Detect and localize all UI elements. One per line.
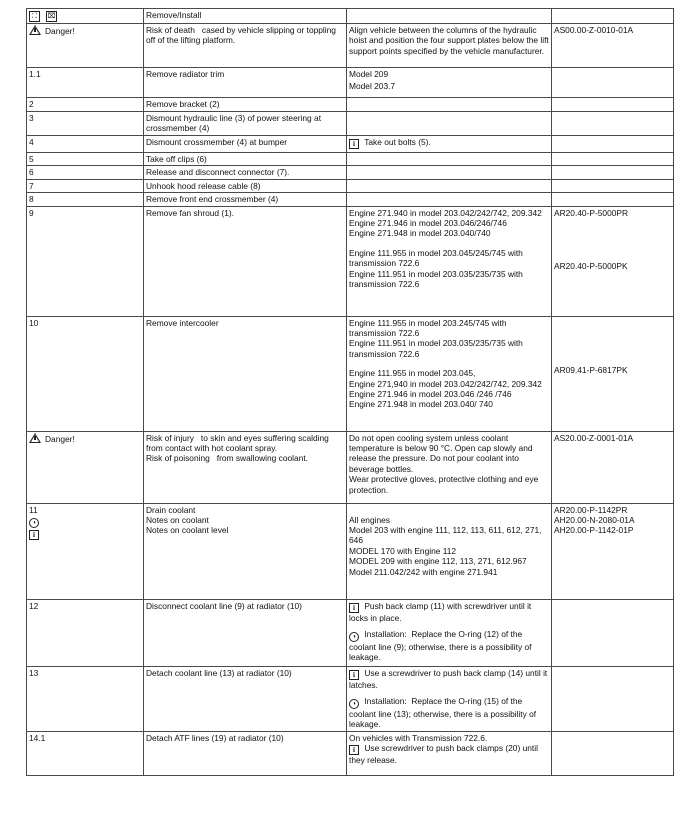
step-note: Engine 111.955 in model 203.245/745 with transmission 722.6	[349, 317, 507, 339]
notes-icon: ◑	[349, 699, 359, 709]
info-icon: i	[29, 530, 39, 540]
table-row-danger	[27, 431, 674, 503]
step-task: Remove intercooler	[144, 316, 347, 431]
step-note: Use screwdriver to push back clamps (20) until they release.	[349, 743, 538, 766]
notes-icon: ◑	[349, 632, 359, 642]
step-number: 14.1	[27, 731, 144, 775]
table-row	[27, 503, 674, 599]
step-task: Dismount crossmember (4) at bumper	[144, 136, 347, 153]
step-task: Take off clips (6)	[144, 153, 347, 166]
step-note: Model 203.7	[349, 81, 396, 92]
table-row-header	[27, 9, 674, 24]
step-task: Drain coolant	[146, 504, 196, 515]
lift-icon: ⌧	[47, 13, 56, 20]
step-task: Release and disconnect connector (7).	[144, 166, 347, 179]
procedure-table	[26, 8, 674, 776]
risk-heading: Risk of poisoning	[146, 453, 210, 464]
step-number: 11	[29, 504, 38, 515]
table-row	[27, 316, 674, 431]
danger-instruction: Do not open cooling system unless coolant temperature is below 90 °C. Open cap slowly and release the pressure. Do not pour coolant into beverage bottles.	[349, 432, 533, 474]
step-note: Engine 271.940 in model 203.042/242/742, 209.342	[349, 207, 542, 218]
step-task: Remove bracket (2)	[144, 98, 347, 112]
step-number: 12	[27, 599, 144, 666]
table-row	[27, 206, 674, 316]
step-number: 1.1	[27, 68, 144, 98]
table-row-danger	[27, 24, 674, 68]
step-number: 10	[27, 316, 144, 431]
step-note: Replace the O-ring (15) of the coolant line (13); otherwise, there is a possibility of leakage.	[349, 696, 537, 730]
danger-reference[interactable]: AS20.00-Z-0001-01A	[552, 431, 674, 503]
step-note: Engine 111.951 in model 203.035/235/735 with transmission 722.6	[349, 268, 523, 290]
step-task: Remove fan shroud (1).	[144, 206, 347, 316]
table-row	[27, 136, 674, 153]
installation-label: Installation:	[364, 696, 407, 707]
table-row	[27, 112, 674, 136]
step-note: Engine 111.955 in model 203.045/245/745 with transmission 722.6	[349, 247, 523, 269]
step-note: Model 203 with engine 111, 112, 113, 611, 612, 271, 646	[349, 525, 542, 546]
step-number: 8	[27, 193, 144, 206]
step-note: Model 211.042/242 with engine 271.941	[349, 566, 498, 577]
step-task: Detach coolant line (13) at radiator (10)	[144, 666, 347, 731]
risk-text: from swallowing coolant.	[216, 453, 308, 464]
step-note: Engine 111.951 in model 203.035/235/735 with transmission 722.6	[349, 338, 523, 359]
reference-link[interactable]: AR09.41-P-6817PK	[554, 364, 628, 375]
table-row	[27, 68, 674, 98]
danger-label: Danger!	[45, 26, 75, 36]
step-note: Push back clamp (11) with screwdriver until it locks in place.	[349, 600, 532, 623]
step-note: Engine 271.946 in model 203.046 /246 /746	[349, 389, 512, 400]
header-icons-cell	[27, 9, 144, 24]
table-row	[27, 666, 674, 731]
step-number: 6	[27, 166, 144, 179]
step-note: Take out bolts (5).	[364, 137, 431, 147]
step-task: Detach ATF lines (19) at radiator (10)	[144, 731, 347, 775]
step-number: 7	[27, 179, 144, 192]
danger-reference[interactable]: AS00.00-Z-0010-01A	[552, 24, 674, 68]
info-icon: i	[349, 603, 359, 613]
reference-link[interactable]: AH20.00-P-1142-01P	[554, 525, 634, 536]
step-note: Engine 271.946 in model 203.046/246/746	[349, 218, 507, 229]
step-task: Notes on coolant level	[146, 525, 229, 536]
step-number: 5	[27, 153, 144, 166]
step-note: MODEL 209 with engine 112, 113, 271, 612.967	[349, 556, 527, 567]
step-note: Engine 271.948 in model 203.040/740	[349, 228, 491, 239]
step-number: 13	[27, 666, 144, 731]
warning-triangle-icon	[29, 25, 41, 35]
reference-link[interactable]: AR20.00-P-1142PR	[554, 504, 628, 515]
reference-link[interactable]: AR20.40-P-5000PK	[554, 261, 628, 272]
step-task: Remove radiator trim	[144, 68, 347, 98]
step-note: Engine 271.948 in model 203.040/ 740	[349, 399, 493, 410]
step-number: 2	[27, 98, 144, 112]
info-icon: i	[349, 139, 359, 149]
table-row	[27, 153, 674, 166]
info-icon: i	[349, 670, 359, 680]
table-row	[27, 599, 674, 666]
step-note: Engine 271,940 in model 203.042/242/742, 209.342	[349, 378, 542, 389]
table-row	[27, 179, 674, 192]
danger-instruction: Wear protective gloves, protective clothing and eye protection.	[349, 474, 539, 495]
step-task: Disconnect coolant line (9) at radiator (10)	[144, 599, 347, 666]
step-task: Notes on coolant	[146, 515, 209, 526]
step-task: Dismount hydraulic line (3) of power steering at crossmember (4)	[144, 112, 347, 136]
step-number: 3	[27, 112, 144, 136]
step-note: Replace the O-ring (12) of the coolant line (9); otherwise, there is a possibility of leakage.	[349, 629, 532, 663]
step-task: Unhook hood release cable (8)	[144, 179, 347, 192]
notes-icon: ◑	[29, 518, 39, 528]
step-note: Model 209	[349, 69, 389, 79]
risk-text: cased by vehicle slipping or toppling off of the lifting platform.	[146, 25, 336, 46]
risk-text: to skin and eyes suffering scalding from contact with hot coolant spray.	[146, 432, 329, 454]
step-number: 4	[27, 136, 144, 153]
table-row	[27, 193, 674, 206]
table-row	[27, 98, 674, 112]
warning-triangle-icon	[29, 433, 41, 443]
table-row	[27, 731, 674, 775]
installation-label: Installation:	[364, 629, 407, 640]
step-note: All engines	[349, 514, 390, 525]
table-row	[27, 166, 674, 179]
step-note: MODEL 170 with Engine 112	[349, 545, 457, 556]
step-note: Engine 111.955 in model 203.045,	[349, 368, 476, 379]
step-note: Use a screwdriver to push back clamp (14) until it latches.	[349, 667, 548, 690]
danger-instruction: Align vehicle between the columns of the hydraulic hoist and position the four support plates below the lift support points specified by the vehicle manufacturer.	[347, 24, 552, 68]
reference-link[interactable]: AR20.40-P-5000PR	[554, 207, 629, 218]
vehicle-icon: ⛶	[29, 11, 40, 22]
procedure-document	[26, 8, 673, 776]
step-number: 9	[27, 206, 144, 316]
step-task: Remove front end crossmember (4)	[144, 193, 347, 206]
step-note: On vehicles with Transmission 722.6.	[349, 732, 488, 743]
reference-link[interactable]: AH20.00-N-2080-01A	[554, 515, 635, 526]
header-title: Remove/Install	[144, 9, 347, 24]
risk-heading: Risk of injury	[146, 432, 194, 443]
info-icon: i	[349, 745, 359, 755]
danger-label: Danger!	[45, 433, 75, 444]
risk-heading: Risk of death	[146, 25, 195, 35]
